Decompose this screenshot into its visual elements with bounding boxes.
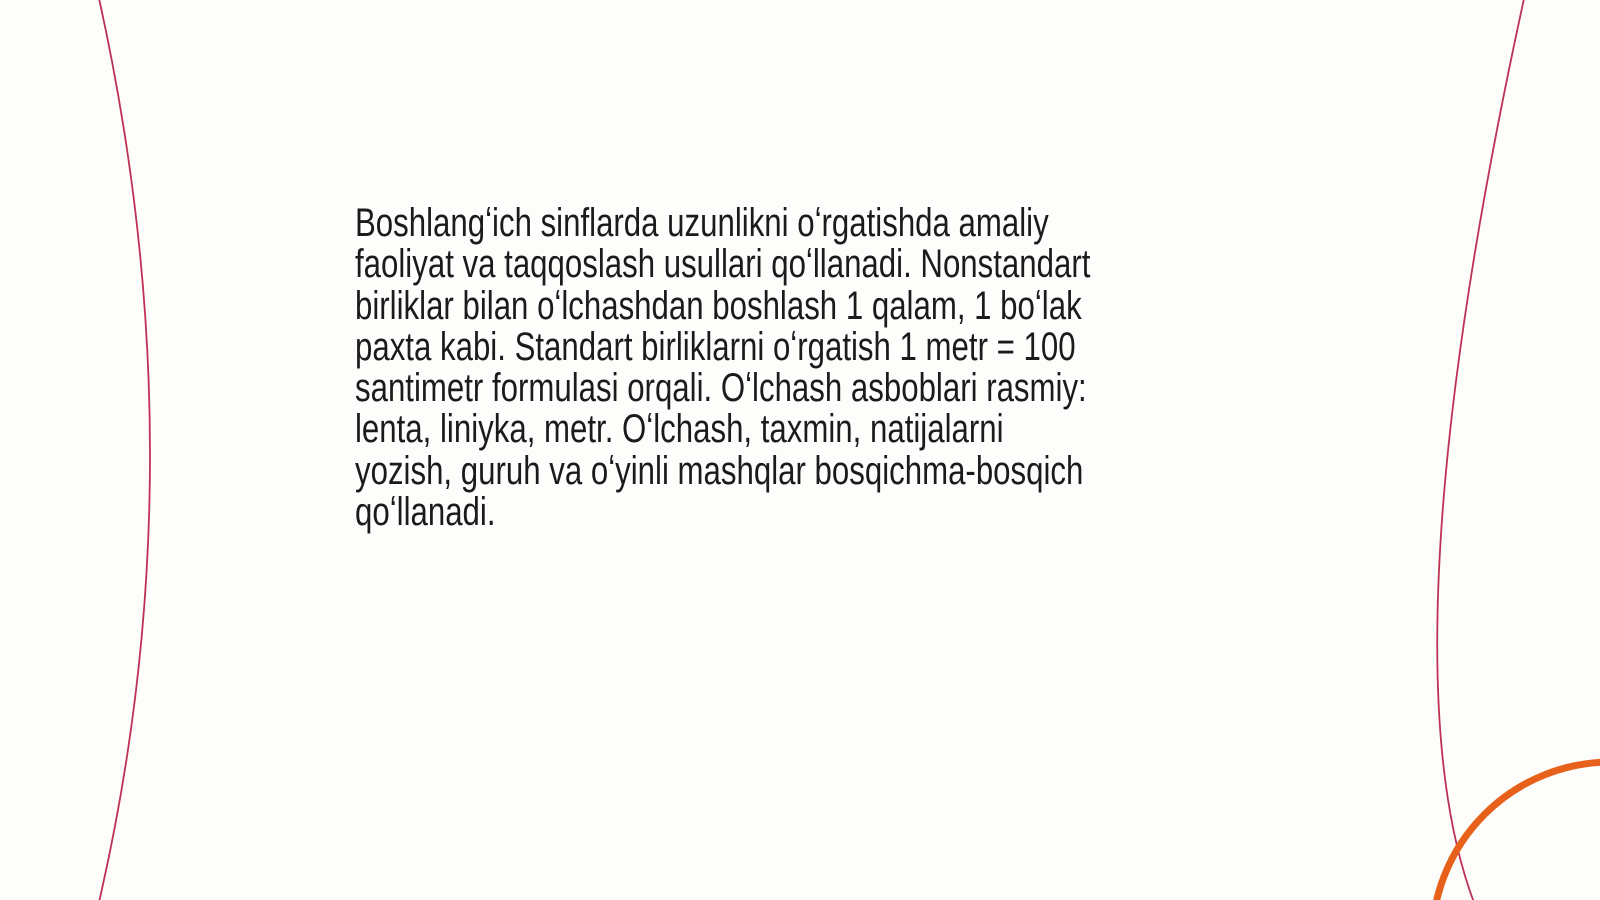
paragraph-line: paxta kabi. Standart birliklarni oʻrgatish 1 metr = 100 [355,324,1076,369]
paragraph-line: santimetr formulasi orqali. Oʻlchash asboblari rasmiy: [355,366,1087,411]
orange-circle-arc [1432,762,1600,900]
paragraph-line: birliklar bilan oʻlchashdan boshlash 1 qalam, 1 boʻlak [355,283,1082,328]
paragraph-line: lenta, liniyka, metr. Oʻlchash, taxmin, natijalarni [355,407,1004,452]
paragraph-line: faoliyat va taqqoslash usullari qoʻllanadi. Nonstandart [355,242,1091,287]
paragraph-line: qoʻllanadi. [355,490,496,535]
paragraph-line: Boshlangʻich sinflarda uzunlikni oʻrgatishda amaliy [355,201,1049,245]
right-curve-line [1437,0,1527,900]
paragraph-line: yozish, guruh va oʻyinli mashqlar bosqichma-bosqich [355,448,1084,493]
left-curve-line [96,0,150,900]
paragraph-block [355,203,1090,533]
